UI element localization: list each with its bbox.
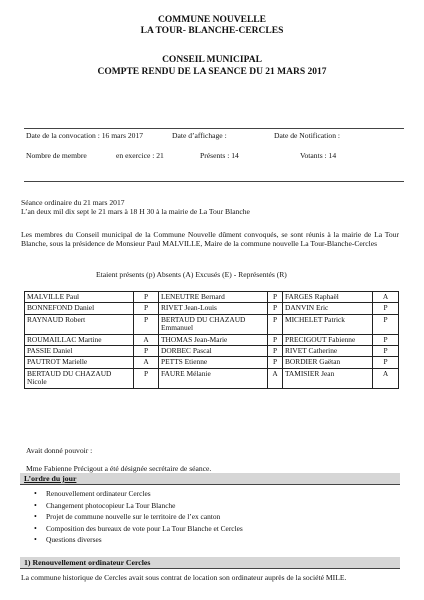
- member-name: RAYNAUD Robert: [25, 314, 134, 334]
- top-divider: [24, 128, 404, 129]
- members-label: Nombre de membre: [26, 151, 87, 160]
- member-name: FAURE Mélanie: [159, 368, 268, 388]
- member-status: A: [373, 292, 399, 303]
- attendance-row: [25, 314, 399, 334]
- member-name: ROUMAILLAC Martine: [25, 334, 134, 345]
- session-date-place: L’an deux mil dix sept le 21 mars à 18 H 30 à la mairie de La Tour Blanche: [21, 207, 250, 216]
- members-voting: Votants : 14: [300, 151, 337, 160]
- member-status: P: [268, 292, 283, 303]
- member-name: MALVILLE Paul: [25, 292, 134, 303]
- agenda-item: • Composition des bureaux de vote pour La Tour Blanche et Cercles: [34, 523, 243, 535]
- council-title: CONSEIL MUNICIPAL: [162, 55, 262, 65]
- session-type: Séance ordinaire du 21 mars 2017: [21, 198, 125, 207]
- member-name: THOMAS Jean-Marie: [159, 334, 268, 345]
- members-present: Présents : 14: [200, 151, 239, 160]
- member-status: P: [373, 314, 399, 334]
- member-status: P: [373, 346, 399, 357]
- convocation-date: Date de la convocation : 16 mars 2017: [26, 131, 144, 140]
- member-status: P: [373, 357, 399, 368]
- member-status: P: [134, 346, 159, 357]
- attendance-row: [25, 334, 399, 345]
- agenda-item: • Changement photocopieur La Tour Blanche: [34, 500, 243, 512]
- member-name: BONNEFOND Daniel: [25, 303, 134, 314]
- member-name: TAMISIER Jean: [283, 368, 373, 388]
- agenda-heading: [20, 473, 400, 485]
- member-status: A: [134, 334, 159, 345]
- agenda-list: [34, 488, 243, 546]
- agenda-item: • Questions diverses: [34, 534, 243, 546]
- commune-name-sub: LA TOUR- BLANCHE-CERCLES: [140, 26, 284, 36]
- proxy-label: Avait donné pouvoir :: [26, 446, 93, 455]
- member-name: PAUTROT Marielle: [25, 357, 134, 368]
- member-name: BERTAUD DU CHAZAUD Emmanuel: [159, 314, 268, 334]
- member-name: PRECIGOUT Fabienne: [283, 334, 373, 345]
- member-name: PETTS Etienne: [159, 357, 268, 368]
- member-status: P: [134, 368, 159, 388]
- member-name: BERTAUD DU CHAZAUD Nicole: [25, 368, 134, 388]
- member-status: P: [268, 303, 283, 314]
- secretary-line: Mme Fabienne Précigout a été désignée secrétaire de séance.: [26, 464, 212, 473]
- member-name: RIVET Jean-Louis: [159, 303, 268, 314]
- agenda-heading-text: L’ordre du jour: [24, 474, 77, 483]
- member-name: PASSIE Daniel: [25, 346, 134, 357]
- member-status: P: [268, 334, 283, 345]
- member-status: P: [268, 314, 283, 334]
- attendance-row: [25, 292, 399, 303]
- member-name: MICHELET Patrick: [283, 314, 373, 334]
- intro-paragraph: Les membres du Conseil municipal de la Commune Nouvelle dûment convoqués, se sont réunis à la mairie de La Tour Blanche, sous la présidence de Monsieur Paul MALVILLE, Maire de la commune nouvelle La Tour-Blanche-Cercles: [21, 230, 399, 249]
- attendance-row: [25, 346, 399, 357]
- attendance-row: [25, 303, 399, 314]
- attendance-row: [25, 368, 399, 388]
- section-1-heading: 1) Renouvellement ordinateur Cercles: [20, 557, 400, 569]
- member-status: P: [268, 346, 283, 357]
- member-status: P: [373, 303, 399, 314]
- member-name: DORBEC Pascal: [159, 346, 268, 357]
- member-status: A: [373, 368, 399, 388]
- member-status: P: [268, 357, 283, 368]
- notification-date: Date de Notification :: [274, 131, 341, 140]
- member-name: RIVET Catherine: [283, 346, 373, 357]
- section-1-text: La commune historique de Cercles avait sous contrat de location son ordinateur auprès de la société MILE.: [21, 573, 347, 582]
- member-status: P: [373, 334, 399, 345]
- affichage-date: Date d’affichage :: [172, 131, 227, 140]
- member-status: P: [134, 314, 159, 334]
- member-name: FARGES Raphaël: [283, 292, 373, 303]
- member-name: LENEUTRE Bernard: [159, 292, 268, 303]
- members-in-office: en exercice : 21: [116, 151, 164, 160]
- member-status: P: [134, 303, 159, 314]
- attendance-legend: Etaient présents (p) Absents (A) Excusés (E) - Représentés (R): [96, 270, 287, 279]
- attendance-table: [24, 291, 399, 389]
- agenda-item: • Renouvellement ordinateur Cercles: [34, 488, 243, 500]
- member-status: A: [134, 357, 159, 368]
- member-name: DANVIN Eric: [283, 303, 373, 314]
- attendance-row: [25, 357, 399, 368]
- member-status: P: [134, 292, 159, 303]
- meta-divider: [24, 181, 404, 182]
- report-title: COMPTE RENDU DE LA SEANCE DU 21 MARS 2017: [97, 67, 327, 77]
- agenda-item: • Projet de commune nouvelle sur le territoire de l’ex canton: [34, 511, 243, 523]
- member-name: BORDIER Gaëtan: [283, 357, 373, 368]
- member-status: A: [268, 368, 283, 388]
- commune-name: COMMUNE NOUVELLE: [158, 15, 266, 25]
